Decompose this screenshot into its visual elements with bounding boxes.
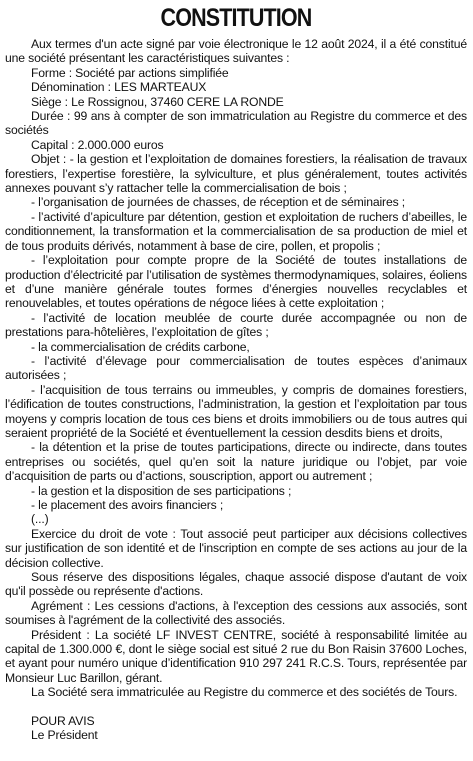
closing-signatory: Le Président	[31, 728, 98, 743]
object-item: - l’exploitation pour compte propre de la Société de toutes installations de production d’électricité par l’utilisation de systèmes thermodynamiques, solaires, éoliens et d’une manière générale toutes formes d’énergies nouvelles recyclables et renouvelables, et toutes opérations de négoce liées à cette exploitation ;	[5, 253, 467, 311]
object-item: - l’organisation de journées de chasses, de réception et de séminaires ;	[31, 195, 406, 210]
object-item: - la commercialisation de crédits carbone,	[31, 339, 250, 354]
registration-paragraph: La Société sera immatriculée au Registre du commerce et des sociétés de Tours.	[31, 685, 458, 700]
approval-paragraph: Agrément : Les cessions d'actions, à l'exception des cessions aux associés, sont soumises à l'agrément de la collectivité des associés.	[5, 598, 467, 628]
form-line: Forme : Société par actions simplifiée	[31, 65, 229, 80]
votes-paragraph: Sous réserve des dispositions légales, chaque associé dispose d'autant de voix qu'il possède ou représente d'actions.	[5, 570, 467, 599]
object-item: - la gestion et la disposition de ses participations ;	[31, 483, 292, 498]
object-item: - l’activité de location meublée de courte durée accompagnée ou non de prestations para-hôtelières, l’exploitation de gîtes ;	[5, 310, 467, 340]
closing-pour-avis: POUR AVIS	[31, 713, 95, 728]
voting-paragraph: Exercice du droit de vote : Tout associé peut participer aux décisions collectives sur justification de son identité et de l'inscription en compte de ses actions au jour de la décision collective.	[5, 526, 467, 570]
object-item: - l’acquisition de tous terrains ou immeubles, y compris de domaines forestiers, l’édification de toutes constructions, l’administration, la gestion et l’exploitation par tous moyens y compris location de tous ces biens et droits immobiliers ou de tous autres qui seraient propriété de la Société et éventuellement la cession desdits biens et droits,	[5, 382, 467, 440]
notice-body	[5, 37, 467, 743]
ellipsis-line: (...)	[31, 512, 49, 527]
notice-title: CONSTITUTION	[160, 4, 312, 32]
duration-line: Durée : 99 ans à compter de son immatriculation au Registre du commerce et des sociétés	[5, 109, 467, 138]
president-paragraph: Président : La société LF INVEST CENTRE, société à responsabilité limitée au capital de 1.300.000 €, dont le siège social est situé 2 rue du Bon Raisin 37600 Loches, et ayant pour numéro unique d’identification 910 297 241 R.C.S. Tours, représentée par Monsieur Luc Barillon, gérant.	[5, 627, 467, 685]
intro-paragraph: Aux termes d'un acte signé par voie électronique le 12 août 2024, il a été constitué une société présentant les caractéristiques suivantes :	[5, 37, 467, 66]
object-paragraph: Objet : - la gestion et l’exploitation de domaines forestiers, la réalisation de travaux forestiers, l’expertise forestière, la sylviculture, et plus généralement, toutes activités annexes pouvant s’y rattacher telle la commercialisation de bois ;	[5, 152, 467, 196]
name-line: Dénomination : LES MARTEAUX	[31, 80, 207, 95]
object-item: - l’activité d’élevage pour commercialisation de toutes espèces d’animaux autorisées ;	[5, 353, 467, 383]
object-item: - l’activité d’apiculture par détention, gestion et exploitation de ruchers d’abeilles, le conditionnement, la transformation et la commercialisation de sa production de miel et de tous produits dérivés, notamment à base de cire, pollen, et propolis ;	[5, 209, 467, 253]
spacer	[5, 700, 467, 714]
object-item: - le placement des avoirs financiers ;	[31, 498, 224, 512]
object-item: - la détention et la prise de toutes participations, directe ou indirecte, dans toutes entreprises ou sociétés, quel qu’en soit la nature juridique ou l’objet, par voie d’acquisition de parts ou d’actions, souscription, apport ou autrement ;	[5, 440, 467, 484]
seat-line: Siège : Le Rossignou, 37460 CERE LA RONDE	[31, 94, 284, 109]
capital-line: Capital : 2.000.000 euros	[31, 137, 164, 152]
